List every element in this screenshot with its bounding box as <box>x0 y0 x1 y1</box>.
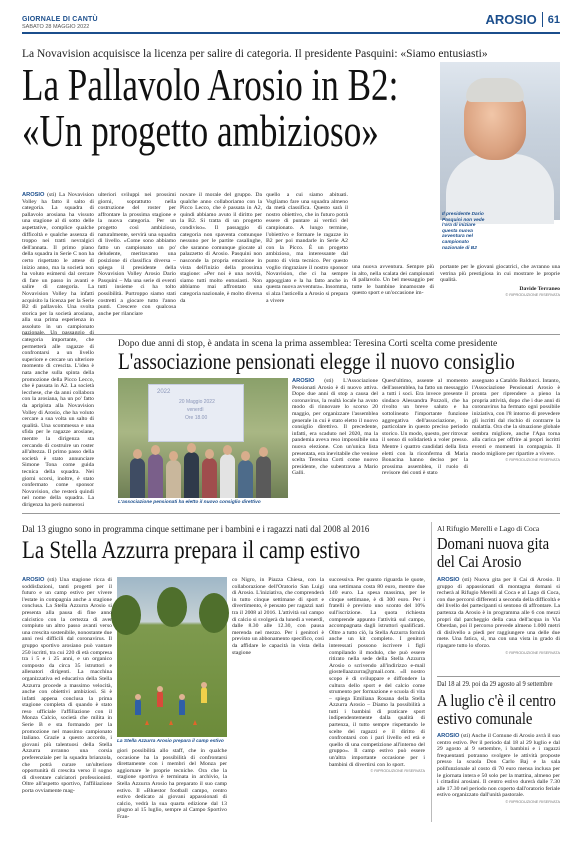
article3-column-4 <box>329 577 425 822</box>
brief1-title-line2: del Cai Arosio <box>437 552 522 571</box>
article1-col3-text: novare il morale del gruppo. Da qualche anno collaboriamo con la Picco Lecco, che è passata in A2, quindi abbiamo avuto il diritto per la B2. Si tratta di un progetto condiviso». Il passaggio di categoria non spaventa comunque nessuno per le partite casalinghe, che saranno comunque giocate al palazzetto di Arosio. Pasquini non nasconde la propria emozione in vista dell'inizio della prossima stagione: «Per noi è una novità, siamo tutti molto entusiasti. Non abbiamo mai affrontato una categoria nazionale, è molto diversa da <box>180 192 262 304</box>
article3-col2-text: giori possibilità allo staff, che in qualche occasione ha la possibilità di confrontarsi direttamente con i membri del Monza per aggiornare le proprie tecniche. Ora che la stagione sportiva è terminata in archivio, la Stella Azzurra Arosio ha preparato il suo camp estivo. Il «Bluestor football campo, centro estivo dedicato ai giovani appassionati di calcio, vedrà la sua quarta edizione dal 13 giugno al 15 luglio, sempre al Campo Sportivo Fran- <box>117 748 227 820</box>
brief1-body <box>437 577 560 673</box>
brief2-title <box>437 691 556 728</box>
article2-dateline: AROSIO <box>292 378 315 384</box>
article1-title-line2: «Un progetto ambizioso» <box>22 106 379 156</box>
child-player <box>157 691 163 707</box>
photo-hair <box>466 78 524 102</box>
child-player <box>179 699 185 715</box>
article1-kicker: La Novavision acquisisce la licenza per salire di categoria. Il presidente Pasquini: «Siamo entusiasti» <box>22 48 488 60</box>
article3-col4-text: successiva. Per quanto riguarda le quote, una settimana costa 80 euro, mentre due 140 euro. La spesa massima, per le cinque settimane, è di 300 euro. Per i fratelli è previsto uno sconto del 10% sull'iscrizione. La quota richiesta comprende appunto l'attività sul campo, accompagnata dagli istruttori qualificati. Oltre a tutto ciò, la Stella Azzurra fornirà anche un kit completo. I genitori interessati possono iscrivere i figli compilando il modulo, che può essere ritirato nella sede della Stella Azzurra Arosio o scrivendo all'indirizzo e-mail giostellaazzurra@gmail.com. «Il nostro scopo è di sviluppare e diffondere la cultura dello sport e del calcio come strumento per formazione e scuola di vita – spiega Emiliana Rosana della Stella Azzurra Arosio – Diamo la possibilità a tutti i bambini di praticare sport indipendentemente dalla qualità di partenza, il tutto sempre rispettando le scelte dei ragazzi e il diritto di confrontarsi con i pari livello ed età e quello di una competizione all'interno del gruppo». Il camp estivo può essere un'altra importante occasione per i bambini di divertirsi con lo sport. <box>329 577 425 768</box>
president-photo <box>440 62 560 220</box>
brief1-kicker: Al Rifugio Merelli e Lago di Coca <box>437 524 540 533</box>
column-rule <box>431 522 432 822</box>
poster-time: Ore 18.00 <box>185 415 208 421</box>
article1-author: Davide Terraneo <box>519 285 560 292</box>
poster-date: 20 Maggio 2022 <box>179 399 215 405</box>
issue-date: SABATO 28 MAGGIO 2022 <box>22 24 90 30</box>
tree <box>111 595 141 635</box>
article1-dateline: AROSIO <box>22 192 45 198</box>
person <box>184 452 199 498</box>
tree <box>157 587 187 627</box>
masthead-right <box>485 12 560 27</box>
article2-column-3 <box>472 378 560 510</box>
brief2-title-line1: A luglio c'è il centro <box>437 691 556 710</box>
person <box>148 454 163 498</box>
training-cone <box>169 720 173 725</box>
brief2-dateline: AROSIO <box>437 733 460 739</box>
article1-col4-text: quello a cui siamo abituati. Vogliamo fare una squadra almeno da metà classifica. Questo sarà il nostro obiettivo, che in futuro potrà essere di puntare ai vertici del campionato. A lungo termine, l'obiettivo e formare le ragazze in B2 per poi mandarle in Serie A2 con la Picco. È un progetto ambizioso, ma interessante dal punto di vista tecnico. Per questo voglio ringraziare il nostro sponsor Novavision, che ci ha sempre appoggiato e la ha fatto anche in questa nuova avventura». Insomma, si alza l'asticella a Arosio si prepara a vivere <box>266 192 348 304</box>
brief2-text: Anche il Comune di Arosio avrà il suo centro estivo. Per il periodo dal 18 al 29 luglio e dal 29 agosto al 9 settembre, i bambini e i ragazzi frequentanti potranno svolgere le attività proposte presso la scuola Don Carlo Baj e la sala polifunzionale al costo di 70 euro mensa inclusa per le giornata intera e 50 solo per la mattina, almeno per i cittadini arosiani. Il centro estivo durerà dalle 7.30 alle 17.30 nel periodo non coperto dall'oratorio feriale estivo organizzato dall'unità pastorale. <box>437 733 561 799</box>
article1-dateline-code: (sti) <box>47 192 57 198</box>
person <box>220 454 235 498</box>
person <box>238 460 253 498</box>
article1-photo-caption: Il presidente Dario Pasquini non vede l'ora di iniziare questa nuova avventura nel campionato nazionale di B2 <box>442 212 485 251</box>
person <box>256 456 271 498</box>
football-camp-photo <box>117 577 227 737</box>
masthead-separator <box>542 12 543 27</box>
article1-column-1 <box>22 192 94 508</box>
section-name: AROSIO <box>485 12 537 27</box>
brief2-credit: © RIPRODUZIONE RISERVATA <box>505 799 560 804</box>
page-number: 61 <box>547 13 560 26</box>
pensioners-photo <box>118 378 288 498</box>
brief1-title-line1: Domani nuova gita <box>437 534 550 553</box>
brief2-body <box>437 733 560 822</box>
divider-3 <box>437 676 560 677</box>
article1-credit: © RIPRODUZIONE RISERVATA <box>505 293 560 298</box>
article2-col1-text: L'Associazione Pensionati Arosio è di nuovo attiva. Dopo due anni di stop a causa del coronavirus, la realtà locale ha avuto modo di rinnovare lo scorso 20 maggio, per organizzare l'assemblea generale in cui è stato eletto il nuovo consiglio direttivo. Il precedente, infatti, era scaduto nel 2020, ma la pandemia aveva reso impossibile una nuova elezione. Con un'unica lista presentata, era inevitabile che venisse scelta Teresina Corti come nuovo presidente, che subentrava a Mario Galli. <box>292 378 378 477</box>
article3-column-1 <box>22 577 112 822</box>
article1-col5-text: una nuova avventura. Sempre più in alto, nella scalata dei campionati di pallavolo. Un bel messaggio per tutte le bambine innamorate di questo sport e un'occasione im- <box>352 264 434 297</box>
article3-col1-text: Una stagione ricca di soddisfazioni, tanti progetti per il futuro e un camp estivo per vivere l'estate in compagnia anche a stagione conclusa. La Stella Azzurra Arosio si presenta alla pausa di fine anno calcistico con la certezza di aver compiuto un altro passo avanti verso una crescita sostenibile, nonostante due anni resi difficili dal coronavirus. Il gruppo sportivo arosiano può vantare 250 iscritti, tra cui 220 di età compresa tra i 5 e i 25 anni, e un organico composto da circa 35 istruttori e allenatori dirigenti. La macchina organizzativa ed educativa della Stella Azzurra procede a massimo velocità, anche con obiettivi ambiziosi. Si è infatti appena conclusa la prima stagione completa di quando è stato reso ufficiale l'affiliazione con il Monza Calcio, società che milita in Serie B e sta formando per la promozione nel massimo campionato italiano. Grazie a questo accordo, i giovani più talentuosi della Stella Azzurra avranno una corsia preferenziale per la squadra brianzola, che potrà curare un'ulteriore opportunità di crescita verso il sogno di diventare calciatori professionisti. Oltre all'aspetto sportivo, l'affiliazione porta ovviamente mag- <box>22 577 113 794</box>
article3-column-2 <box>117 748 227 822</box>
article1-column-2 <box>98 192 176 332</box>
article3-dateline-code: (sti) <box>47 577 57 583</box>
tree <box>199 593 229 633</box>
article1-title-line1: La Pallavolo Arosio in B2: <box>22 60 399 110</box>
child-player <box>201 687 207 703</box>
divider-1 <box>22 334 560 335</box>
brief1-dateline-code: (sti) <box>462 577 472 583</box>
article2-kicker: Dopo due anni di stop, è andata in scena la prima assemblea: Teresina Corti scelta come presidente <box>118 338 498 349</box>
brief1-credit: © RIPRODUZIONE RISERVATA <box>505 650 560 655</box>
person <box>166 460 181 498</box>
person <box>202 458 217 498</box>
article2-column-2 <box>382 378 468 510</box>
group-of-people <box>126 434 282 498</box>
brief1-text: Nuova gita per il Cai di Arosio. Il gruppo di appassionati di montagna domani si recherà al Rifugio Merelli al Coca e al Lago di Coca, con due percorsi differenti a seconda della difficoltà e del livello dei partecipanti si sentono di affrontare. La partenza da Arosio è in programma alle 6 con mezzi propri dal parcheggio della casa dell'acqua in Via Oberdan, poi il percorso prevede almeno 1.000 metri di dislivello a piedi per raggiungere una delle due mete. Una fatica, sì, ma con una vista in grado di ripagare tutto lo sforzo. <box>437 577 560 649</box>
article3-photo-caption: La Stella Azzurra Arosio prepara il camp estivo <box>117 739 224 744</box>
brief2-title-line2: estivo comunale <box>437 709 533 728</box>
masthead-left <box>22 16 98 30</box>
child-player <box>135 699 141 715</box>
poster-day: venerdì <box>187 407 204 413</box>
article1-col1-text: La Novavision Volley ha fatto il salto di categoria. La squadra di pallavolo arosiana ha vissuto una stagione al di sotto delle aspettative, complice qualche difficoltà e qualche assenza di troppo nei tratti nevralgici dell'annata. Il primo piano della squadra in Serie C non ha certo rispettato le attese di inizio anno, ma la società non ha voluto esimersi dal cercare di fare un passo in avanti e salire di categoria. La Novavision Volley ha infatti acquisito la licenza per la Serie B2 di pallavolo. Una svolta storica per la società arosiana, alla sua prima esperienza in assoluto in un campionato categoria importante, che permetterà alle ragazze di confrontarsi a un livello superiore e cercare un ulteriore momento di crescita. L'idea è nata anche sulla spinta della promozione della Picco Lecco, che è passata in A2. La società lecchese, che da anni collabora con la arosiana, ha un po' fatto da apripista alla Novavision Volley di Arosio, che ha voluto cercare a sua volta un salto di qualità. Una scommessa e una sfida per le ragazze arosiane, mentre la dirigenza sta cercando di costruire un roster all'altezza. Il primo passo della società è stato annunciare Simone Tona come guida tecnica della squadra. Nei giorni scorsi, inoltre, è stato confermato come sponsor Novavision, che resterà quindi nel nome della squadra. La dirigenza ha però numerosi <box>22 192 94 508</box>
person <box>130 458 145 498</box>
newspaper-name: GIORNALE DI CANTÙ <box>22 16 98 23</box>
article1-column-4 <box>266 192 348 332</box>
article1-column-3 <box>180 192 262 332</box>
article2-column-1 <box>292 378 378 510</box>
article2-credit: © RIPRODUZIONE RISERVATA <box>505 458 560 463</box>
article3-col3-text: co Nigro, in Piazza Chiesa, con la collaborazione dell'Oratorio San Luigi di Arosio. L'iniziativa, che comprenderà in tutto cinque settimane di sport e divertimento, è pensato per ragazzi nati tra il 2008 al 2016. L'attività sul campo di calcio si svolgerà da lunedì a venerdì, dalle 8.30 alle 12.30, con pausa merenda nel mezzo. Per i genitori è previsto un abbonamento specifico, così da affidare le capacità in vista della stagione <box>232 577 324 656</box>
brief2-kicker: Dal 18 al 29. poi da 29 agosto al 9 settembre <box>437 680 553 688</box>
article2-photo-caption: L'associazione pensionati ha eletto il nuovo consiglio direttivo <box>118 500 261 505</box>
article1-title <box>22 60 399 156</box>
training-cone <box>193 720 197 725</box>
brief1-dateline: AROSIO <box>437 577 460 583</box>
article3-title: La Stella Azzurra prepara il camp estivo <box>22 537 361 564</box>
poster-year: 2022 <box>157 389 171 395</box>
brief1-title <box>437 534 550 571</box>
article2-col3-text: assegnato a Cataldo Balducci. Intanto, l'Associazione Pensionati Arosio è pronta per riprendere a pieno la propria attività, dopo che i due anni di coronavirus ha fermato ogni possibile iniziativa, con l'8 intorno di prevedere gli iscritti dal rischio di contrarre la malattia. Ora che la situazione globale sembra migliore, anche l'Apa torna alla carica per offrire ai propri iscritti eventi e momenti in compagnia. Il modo migliore per ripartire a vivere. <box>472 378 560 457</box>
article1-column-5 <box>352 264 434 332</box>
article2-col2-text: Quest'ultimo, assente al momento dell'assemblea, ha fatto un messaggio a tutti i soci. Era invece presente il sindaco Alessandra Pozzoli, che ha rivolto un breve saluto e ha sottolineato l'importante funzione aggregativa dell'associazione, in particolare in questo preciso periodo storico. Un modo, questo, per ritrovar il senso di solidarietà a voler presso. Mentre i quattro candidati della lista eletti con la riconferma di Maria Bonacina hanno deciso per la prossima assemblea, il ruolo di revisore dei conti è stato <box>382 378 468 477</box>
brief2-dateline-code: (sti) <box>461 733 471 739</box>
article1-column-6 <box>440 264 560 332</box>
article3-column-3 <box>232 577 324 822</box>
article3-dateline: AROSIO <box>22 577 45 583</box>
article1-col2-text: ulteriori sviluppi nei prossimi giorni, soprattutto nella costruzione del roster per affrontare la prossima stagione e la nuova categoria. Per un progetto così ambizioso, naturalmente, servirà una squadra di livello. «Come sono abbiamo fatto un campionato un po' deludente, meritavamo una posizione di classifica diversa – spiega il presidente della Novavision Volley Arosio Dario Pasquini – Ma una serie di eventi tutti insieme ci ha tolto possibilità. Purtroppo siamo stati costretti a giocare tutto l'anno punti. Crescere con qualcosa anche per rilanciare <box>98 192 176 317</box>
article3-credit: © RIPRODUZIONE RISERVATA <box>370 769 425 774</box>
article1-col6-text: portante per le giovani giocatrici, che avranno una vetrina più prestigiosa in cui mostrare le proprie qualità. <box>440 264 560 284</box>
divider-2 <box>22 513 560 514</box>
article2-dateline-code: (sti) <box>324 378 334 384</box>
article2-title: L'associazione pensionati elegge il nuovo consiglio <box>118 349 515 374</box>
masthead <box>22 12 560 34</box>
article3-kicker: Dal 13 giugno sono in programma cinque settimane per i bambini e i ragazzi nati dal 2008 al 2016 <box>22 524 370 534</box>
training-cone <box>145 720 149 725</box>
